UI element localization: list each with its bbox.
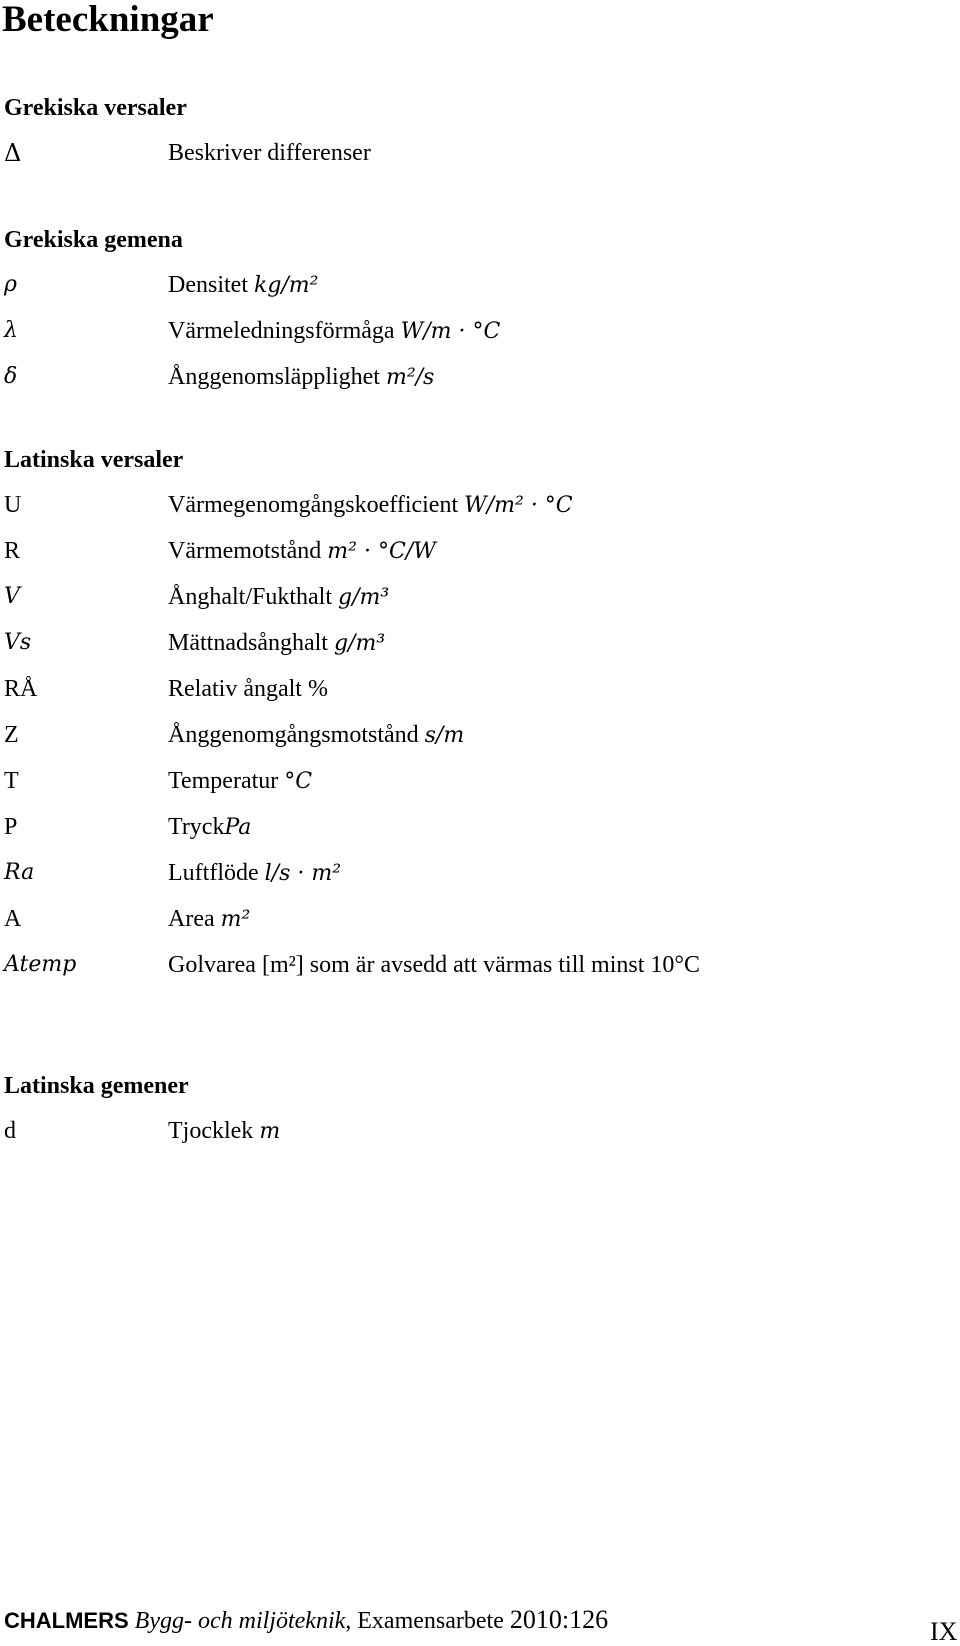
description: Golvarea [m²] som är avsedd att värmas till minst 10°C — [168, 952, 701, 978]
page-title: Beteckningar — [2, 0, 214, 40]
symbol: V — [4, 584, 20, 609]
footer-brand: CHALMERS — [4, 1608, 129, 1633]
symbol: T — [4, 768, 19, 794]
section-greek-lowercase — [4, 226, 954, 392]
footer-thesis: Examensarbete — [357, 1608, 504, 1634]
footer-separator: , — [345, 1608, 352, 1634]
list-item — [4, 520, 954, 566]
list-item — [4, 934, 954, 980]
list-item — [4, 1100, 954, 1146]
list-item — [4, 122, 954, 168]
symbol: Atemp — [4, 952, 77, 977]
description: Mättnadsånghalt g/m³ — [168, 630, 386, 656]
page-number: IX — [930, 1617, 958, 1646]
description: Area m² — [168, 906, 251, 932]
list-item — [4, 796, 954, 842]
description: Värmegenomgångskoefficient W/m² · °C — [168, 492, 573, 518]
unit: m² — [220, 907, 251, 932]
list-item — [4, 474, 954, 520]
list-item — [4, 658, 954, 704]
unit: m — [259, 1119, 281, 1144]
unit: s/m — [424, 723, 465, 748]
unit: kg/m² — [253, 273, 319, 298]
section-heading: Grekiska gemena — [4, 227, 183, 253]
list-item — [4, 346, 954, 392]
symbol: P — [4, 814, 18, 840]
page-footer — [4, 1606, 608, 1635]
section-heading: Latinska versaler — [4, 447, 184, 473]
unit: l/s · m² — [264, 861, 342, 886]
section-heading: Latinska gemener — [4, 1073, 189, 1099]
unit: W/m² · °C — [464, 493, 573, 518]
section-latin-lowercase — [4, 1072, 954, 1146]
footer-department: Bygg- och miljöteknik — [134, 1608, 346, 1634]
description: Ånggenomsläpplighet m²/s — [168, 364, 435, 390]
symbol: d — [4, 1118, 16, 1144]
unit: g/m³ — [333, 631, 386, 656]
symbol: Z — [4, 722, 19, 748]
section-latin-uppercase — [4, 446, 954, 980]
unit: g/m³ — [338, 585, 390, 610]
symbol: δ — [4, 364, 18, 389]
list-item — [4, 612, 954, 658]
list-item — [4, 300, 954, 346]
list-item — [4, 704, 954, 750]
description: Ånghalt/Fukthalt g/m³ — [168, 584, 390, 610]
description: Beskriver differenser — [168, 140, 371, 166]
description: TryckPa — [168, 814, 252, 840]
symbol: R — [4, 538, 21, 564]
section-heading: Grekiska versaler — [4, 95, 187, 121]
description: Relativ ångalt % — [168, 676, 328, 702]
description: Densitet kg/m² — [168, 272, 319, 298]
description: Temperatur °C — [168, 768, 313, 794]
list-item — [4, 566, 954, 612]
section-greek-uppercase — [4, 94, 954, 168]
symbol: ρ — [4, 272, 17, 297]
unit: m² · °C/W — [327, 539, 436, 564]
symbol: Ra — [4, 860, 35, 885]
unit: W/m · °C — [400, 319, 501, 344]
symbol: RÅ — [4, 676, 38, 702]
unit: m²/s — [385, 365, 435, 390]
description: Värmeledningsförmåga W/m · °C — [168, 318, 501, 344]
description: Luftflöde l/s · m² — [168, 860, 342, 886]
list-item — [4, 842, 954, 888]
symbol: λ — [4, 318, 18, 343]
footer-year: 2010:126 — [509, 1605, 609, 1634]
unit: Pa — [224, 815, 252, 840]
list-item — [4, 750, 954, 796]
symbol: A — [4, 906, 22, 932]
symbol: Δ — [4, 139, 22, 167]
symbol: Vs — [4, 630, 32, 655]
unit: °C — [284, 769, 313, 794]
list-item — [4, 888, 954, 934]
description: Värmemotstånd m² · °C/W — [168, 538, 436, 564]
list-item — [4, 254, 954, 300]
symbol: U — [4, 492, 22, 518]
description: Ånggenomgångsmotstånd s/m — [168, 722, 465, 748]
description: Tjocklek m — [168, 1118, 281, 1144]
